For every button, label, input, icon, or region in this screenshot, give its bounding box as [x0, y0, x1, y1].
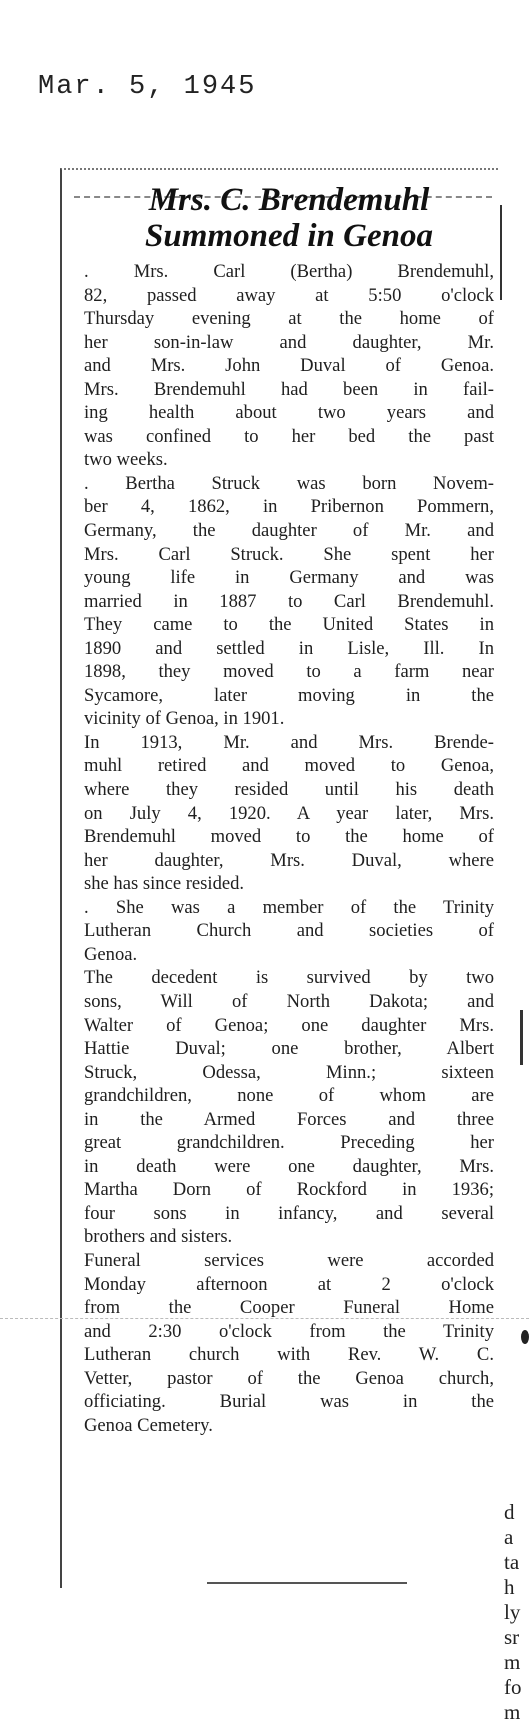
article-line: two weeks. — [84, 449, 168, 471]
article-line: Lutheran church with Rev. W. C. — [84, 1344, 494, 1366]
fragment-line: fo — [504, 1675, 522, 1699]
fragment-line: a — [504, 1525, 514, 1549]
article-line: muhl retired and moved to Genoa, — [84, 755, 494, 777]
article-line: . She was a member of the Trinity — [84, 896, 494, 918]
adjacent-column-mark — [520, 1010, 523, 1065]
article-line: ber 4, 1862, in Pribernon Pommern, — [84, 496, 494, 518]
fragment-line: d — [504, 1500, 515, 1524]
article-line: was confined to her bed the past — [84, 425, 494, 447]
article-line: Martha Dorn of Rockford in 1936; — [84, 1179, 494, 1201]
article-line: vicinity of Genoa, in 1901. — [84, 708, 285, 730]
article-line: Funeral services were accorded — [84, 1249, 494, 1271]
article-line: four sons in infancy, and several — [84, 1202, 494, 1224]
article-end-rule — [207, 1582, 407, 1584]
fragment-line: m — [504, 1650, 521, 1674]
article-line: officiating. Burial was in the — [84, 1391, 494, 1413]
headline-line-1: Mrs. C. Brendemuhl — [148, 182, 430, 218]
fragment-line: sr — [504, 1625, 520, 1649]
headline-line-2: Summoned in Genoa — [145, 218, 433, 254]
article-line: Hattie Duval; one brother, Albert — [84, 1038, 494, 1060]
article-line: sons, Will of North Dakota; and — [84, 990, 494, 1012]
adjacent-column-fragment — [504, 1500, 522, 1725]
article-line: in the Armed Forces and three — [84, 1108, 494, 1130]
article-line: grandchildren, none of whom are — [84, 1085, 494, 1107]
article-line: Lutheran Church and societies of — [84, 920, 494, 942]
article-line: her daughter, Mrs. Duval, where — [84, 849, 494, 871]
article-line: Vetter, pastor of the Genoa church, — [84, 1367, 494, 1389]
article-body — [84, 260, 494, 1437]
fragment-line: ta — [504, 1550, 520, 1574]
newspaper-clipping — [60, 168, 498, 1588]
article-line: great grandchildren. Preceding her — [84, 1132, 494, 1154]
article-line: Germany, the daughter of Mr. and — [84, 520, 494, 542]
article-line: Monday afternoon at 2 o'clock — [84, 1273, 494, 1295]
article-line: from the Cooper Funeral Home — [84, 1297, 494, 1319]
article-line: Mrs. Brendemuhl had been in fail- — [84, 378, 494, 400]
article-line: Genoa Cemetery. — [84, 1414, 213, 1436]
page-fold-line — [0, 1318, 529, 1319]
article-line: young life in Germany and was — [84, 567, 494, 589]
article-line: Walter of Genoa; one daughter Mrs. — [84, 1014, 494, 1036]
article-line: . Mrs. Carl (Bertha) Brendemuhl, — [84, 261, 494, 282]
article-line: Brendemuhl moved to the home of — [84, 826, 494, 848]
adjacent-column-rule — [500, 205, 502, 300]
article-line: where they resided until his death — [84, 779, 494, 801]
adjacent-column-mark-2 — [521, 1330, 529, 1344]
article-line: and 2:30 o'clock from the Trinity — [84, 1320, 494, 1342]
article-line: brothers and sisters. — [84, 1226, 233, 1248]
article-line: on July 4, 1920. A year later, Mrs. — [84, 802, 494, 824]
article — [84, 182, 494, 1437]
article-line: Struck, Odessa, Minn.; sixteen — [84, 1061, 494, 1083]
article-line: In 1913, Mr. and Mrs. Brende- — [84, 731, 494, 753]
article-line: married in 1887 to Carl Brendemuhl. — [84, 590, 494, 612]
article-line: in death were one daughter, Mrs. — [84, 1155, 494, 1177]
fragment-line: m — [504, 1700, 521, 1724]
article-line: 1890 and settled in Lisle, Ill. In — [84, 637, 494, 659]
article-line: Thursday evening at the home of — [84, 308, 494, 330]
headline — [84, 182, 494, 254]
article-line: 1898, they moved to a farm near — [84, 661, 494, 683]
article-line: 82, passed away at 5:50 o'clock — [84, 284, 494, 306]
article-line: she has since resided. — [84, 873, 245, 895]
article-line: Mrs. Carl Struck. She spent her — [84, 543, 494, 565]
article-line: . Bertha Struck was born Novem- — [84, 472, 494, 494]
fragment-line: h — [504, 1575, 515, 1599]
clipping-date: Mar. 5, 1945 — [38, 72, 257, 102]
fragment-line: ly — [504, 1600, 521, 1624]
article-line: The decedent is survived by two — [84, 967, 494, 989]
article-line: Genoa. — [84, 943, 138, 965]
article-line: and Mrs. John Duval of Genoa. — [84, 355, 494, 377]
article-line: They came to the United States in — [84, 614, 494, 636]
article-line: her son-in-law and daughter, Mr. — [84, 331, 494, 353]
article-line: Sycamore, later moving in the — [84, 684, 494, 706]
article-line: ing health about two years and — [84, 402, 494, 424]
